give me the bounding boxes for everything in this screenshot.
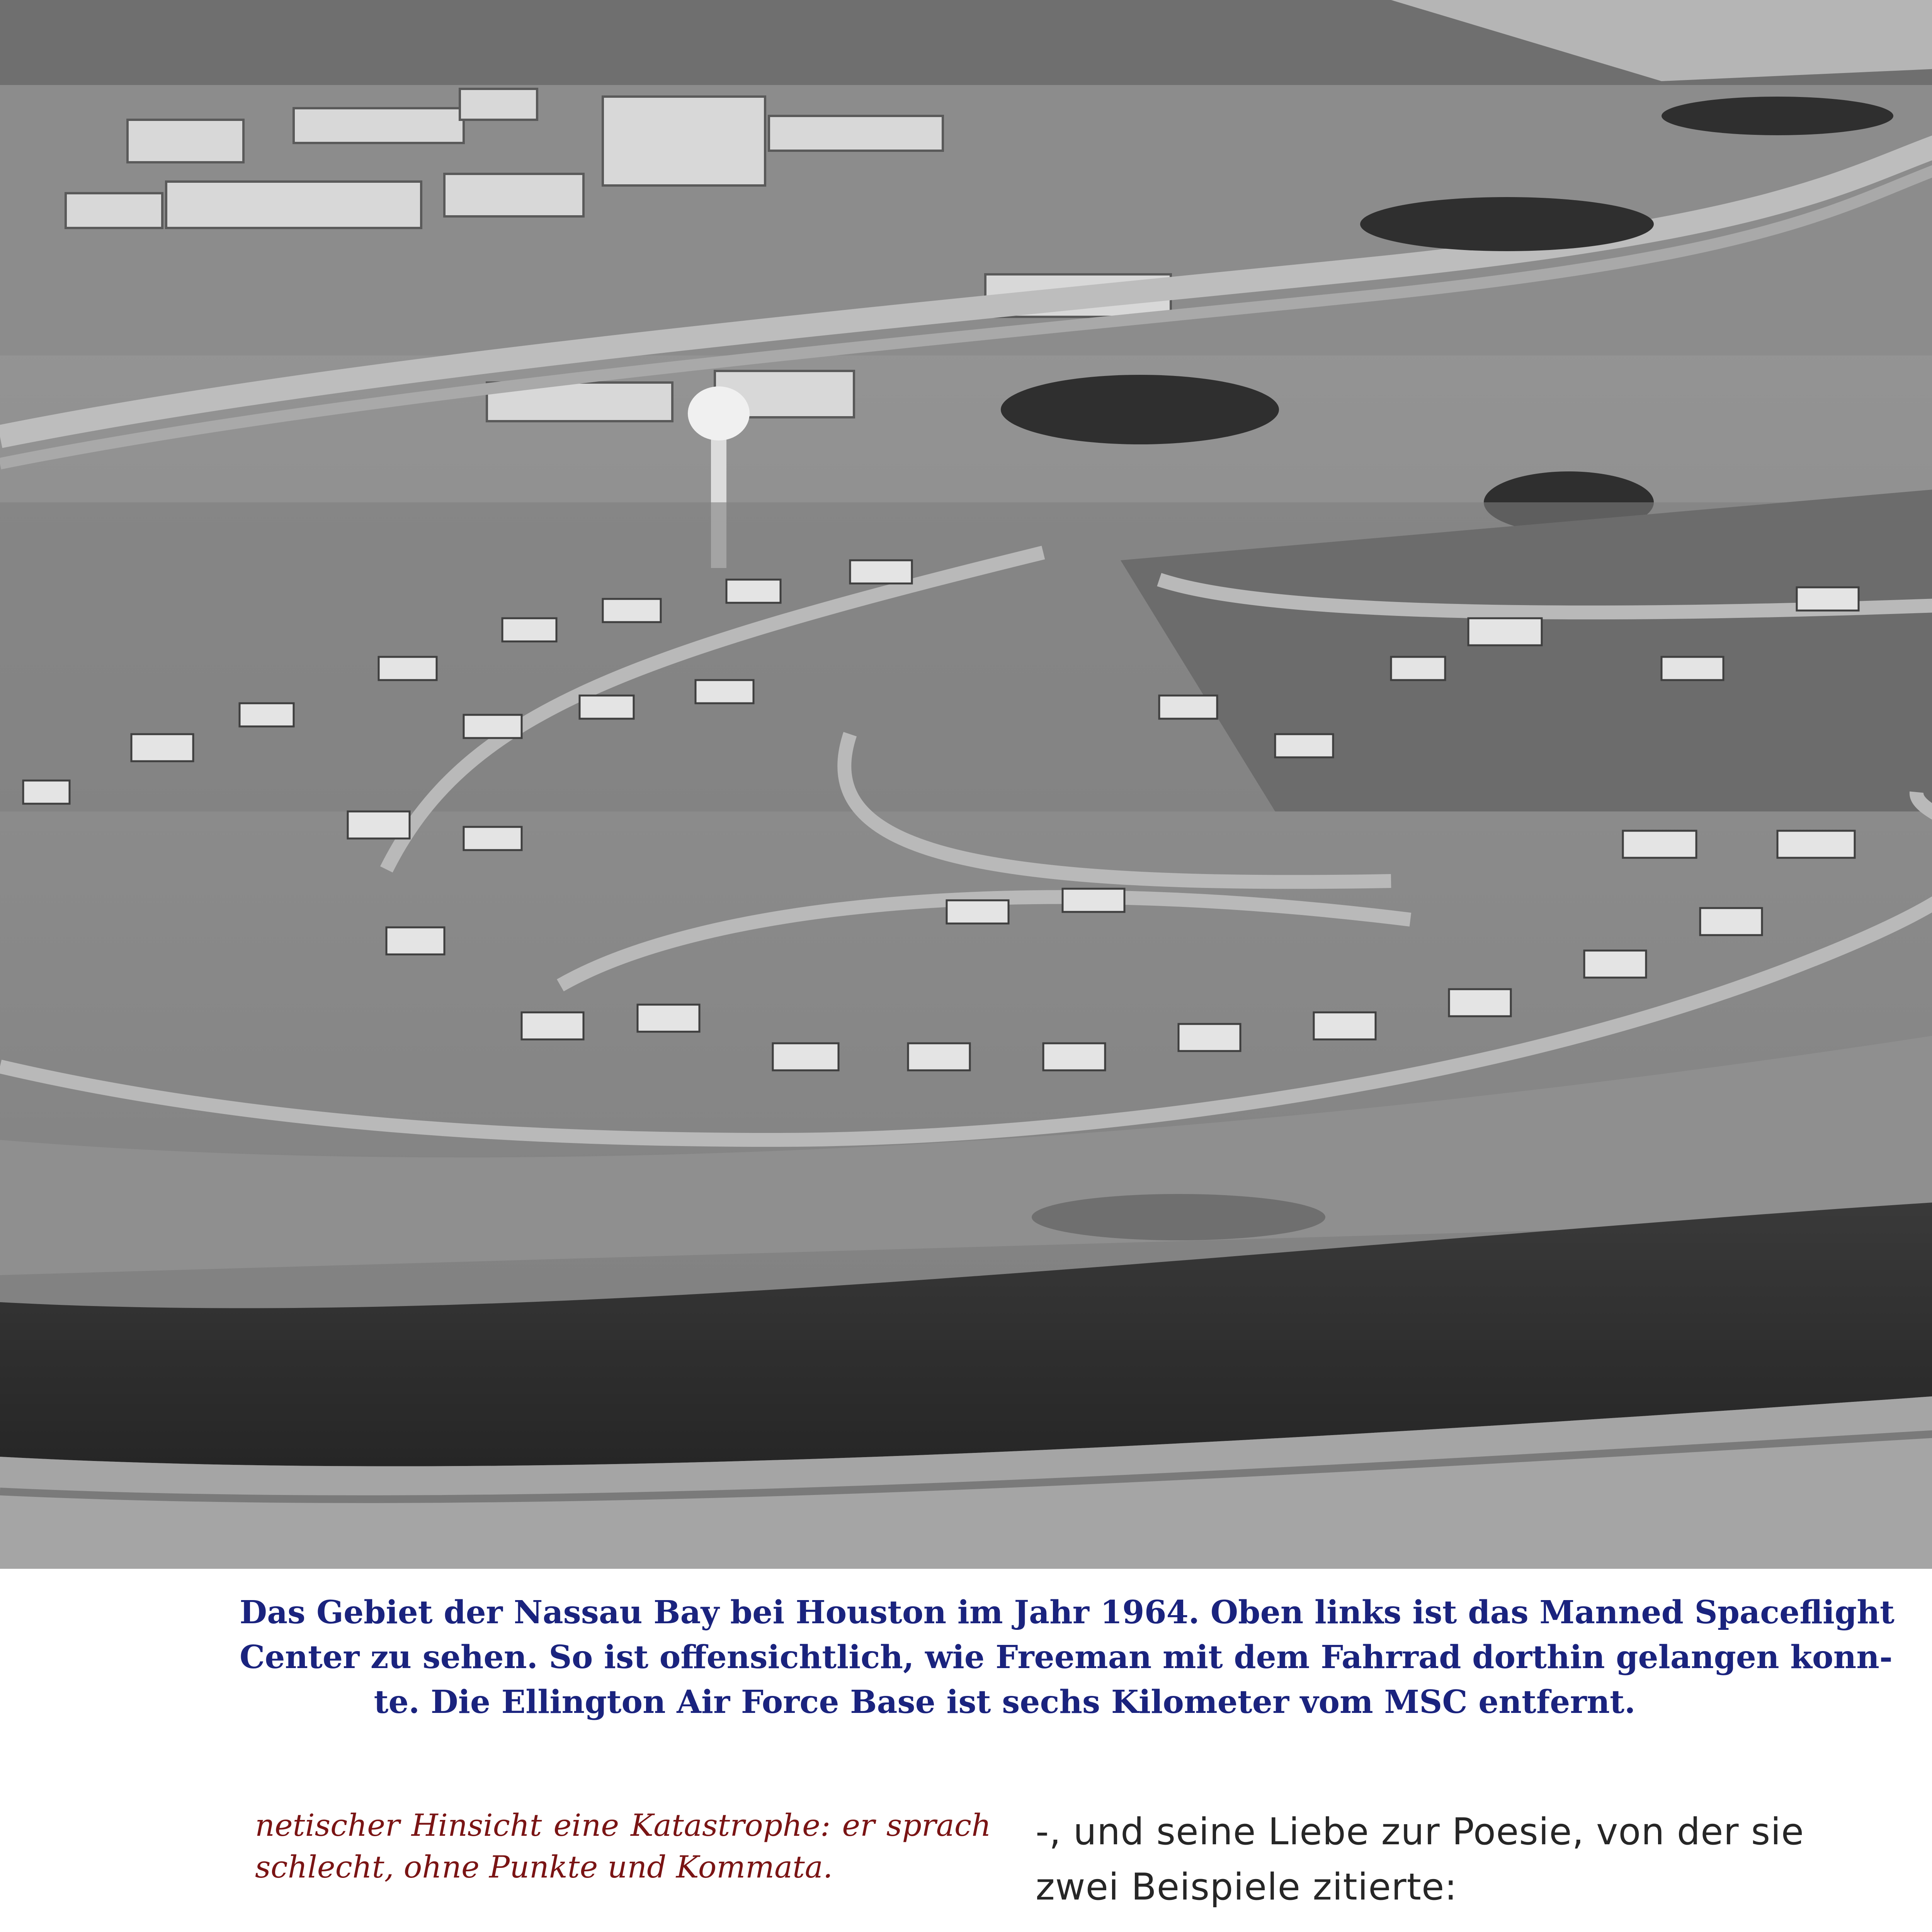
left-column xyxy=(255,1804,991,1932)
right-column xyxy=(1036,1804,1804,1932)
quote-line: netischer Hinsicht eine Katastrophe: er sprach xyxy=(255,1808,991,1843)
caption-line: Das Gebiet der Nassau Bay bei Houston im Jahr 1964. Oben links ist das Manned Spaceflight xyxy=(240,1594,1895,1631)
right-intro xyxy=(1036,1804,1804,1915)
caption-line: te. Die Ellington Air Force Base ist sechs Kilometer vom MSC entfernt. xyxy=(374,1684,1636,1721)
quote-line: schlecht, ohne Punkte und Kommata. xyxy=(255,1849,833,1885)
photo-caption xyxy=(240,1590,1895,1725)
paragraph-line: -, und seine Liebe zur Poesie, von der sie xyxy=(1036,1811,1804,1853)
left-quote xyxy=(255,1804,991,1888)
caption-line: Center zu sehen. So ist offensichtlich, wie Freeman mit dem Fahrrad dorthin gelangen konn- xyxy=(240,1639,1893,1676)
paragraph-line: zwei Beispiele zitierte: xyxy=(1036,1866,1458,1908)
